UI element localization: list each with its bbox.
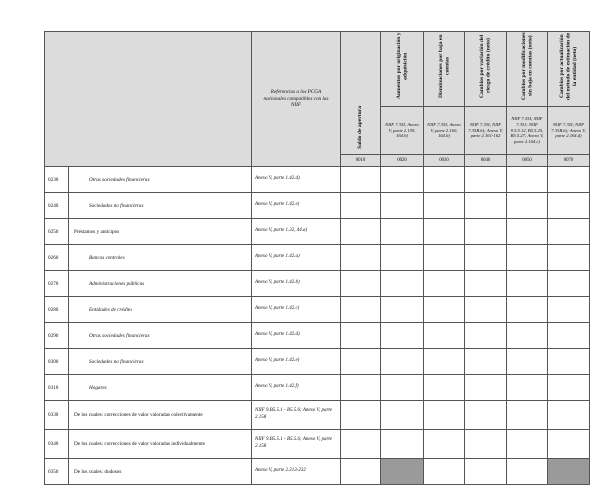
row-reference: NIIF 9.B5.5.1 - B5.5.6; Anexo V, parte 2.158 bbox=[252, 430, 341, 459]
value-cell[interactable] bbox=[381, 349, 424, 375]
value-cell[interactable] bbox=[341, 297, 381, 323]
col-header-0070 bbox=[548, 32, 590, 107]
col-title-0070: Cambios por actualización del método de estimación de la entidad (neto) bbox=[558, 32, 578, 100]
value-cell[interactable] bbox=[341, 219, 381, 245]
value-cell[interactable] bbox=[507, 401, 548, 430]
col-title-0010: Saldo de apertura bbox=[357, 106, 364, 149]
row-label: Bancos centrales bbox=[69, 245, 252, 271]
value-cell[interactable] bbox=[465, 271, 507, 297]
value-cell[interactable] bbox=[381, 401, 424, 430]
value-cell[interactable] bbox=[465, 349, 507, 375]
value-cell[interactable] bbox=[507, 375, 548, 401]
value-cell[interactable] bbox=[424, 297, 465, 323]
col-code-0070: 0070 bbox=[548, 155, 590, 167]
value-cell[interactable] bbox=[465, 430, 507, 459]
value-cell[interactable] bbox=[507, 349, 548, 375]
row-reference: Anexo V, parte 1.42.b) bbox=[252, 271, 341, 297]
value-cell[interactable] bbox=[507, 323, 548, 349]
value-cell[interactable] bbox=[341, 271, 381, 297]
value-cell[interactable] bbox=[507, 167, 548, 193]
value-cell[interactable] bbox=[548, 375, 590, 401]
table-row bbox=[45, 323, 590, 349]
table-row bbox=[45, 375, 590, 401]
value-cell[interactable] bbox=[341, 167, 381, 193]
value-cell[interactable] bbox=[548, 193, 590, 219]
value-cell[interactable] bbox=[465, 245, 507, 271]
row-label: Otras sociedades financieras bbox=[69, 323, 252, 349]
value-cell[interactable] bbox=[424, 167, 465, 193]
value-cell[interactable] bbox=[341, 401, 381, 430]
row-label: Sociedades no financieras bbox=[69, 193, 252, 219]
col-title-0030: Disminuciones por baja en cuentas bbox=[437, 34, 450, 98]
refs-column-title: Referencias a los PCGA nacionales compatibles con las NIIF bbox=[263, 88, 329, 109]
row-code: 0340 bbox=[45, 430, 69, 459]
value-cell[interactable] bbox=[424, 245, 465, 271]
row-reference: Anexo V, parte 1.42.f) bbox=[252, 375, 341, 401]
value-cell[interactable] bbox=[381, 271, 424, 297]
table-header bbox=[45, 32, 590, 167]
value-cell[interactable] bbox=[341, 349, 381, 375]
col-code-0030: 0030 bbox=[424, 155, 465, 167]
row-label: Hogares bbox=[69, 375, 252, 401]
col-code-0020: 0020 bbox=[381, 155, 424, 167]
value-cell[interactable] bbox=[507, 219, 548, 245]
value-cell[interactable] bbox=[548, 167, 590, 193]
row-code: 0310 bbox=[45, 375, 69, 401]
row-code: 0240 bbox=[45, 193, 69, 219]
table-row bbox=[45, 167, 590, 193]
col-title-0050: Cambios por modificaciones sin baja en cuentas (neto) bbox=[520, 32, 533, 100]
value-cell[interactable] bbox=[548, 401, 590, 430]
table-row bbox=[45, 245, 590, 271]
value-cell[interactable] bbox=[507, 193, 548, 219]
value-cell[interactable] bbox=[341, 193, 381, 219]
value-cell[interactable] bbox=[465, 297, 507, 323]
table-body bbox=[45, 167, 590, 485]
value-cell[interactable] bbox=[381, 323, 424, 349]
row-code: 0260 bbox=[45, 245, 69, 271]
row-reference: Anexo V, parte 1.42.c) bbox=[252, 297, 341, 323]
value-cell[interactable] bbox=[465, 375, 507, 401]
row-label: Administraciones públicas bbox=[69, 271, 252, 297]
value-cell[interactable] bbox=[381, 193, 424, 219]
row-code: 0280 bbox=[45, 297, 69, 323]
value-cell[interactable] bbox=[424, 219, 465, 245]
row-label: Préstamos y anticipos bbox=[69, 219, 252, 245]
col-ref-0050: NIIF 7.35I; NIIF 7.35J; NIIF 9.5.5.12, B5.5.25, B5.5.27; Anexo V, parte 2.164.c) bbox=[507, 107, 548, 155]
table-row bbox=[45, 459, 590, 485]
row-label: Otras sociedades financieras bbox=[69, 167, 252, 193]
value-cell[interactable] bbox=[548, 271, 590, 297]
shaded-value-cell bbox=[381, 459, 424, 485]
table-row bbox=[45, 193, 590, 219]
col-title-0020: Aumentos por originación y adquisición bbox=[395, 32, 408, 100]
row-reference: Anexo V, parte 1.32, 44.a) bbox=[252, 219, 341, 245]
row-reference: NIIF 9.B5.5.1 - B5.5.6; Anexo V, parte 2.158 bbox=[252, 401, 341, 430]
value-cell[interactable] bbox=[424, 459, 465, 485]
value-cell[interactable] bbox=[507, 245, 548, 271]
value-cell[interactable] bbox=[424, 401, 465, 430]
value-cell[interactable] bbox=[381, 245, 424, 271]
row-code: 0300 bbox=[45, 349, 69, 375]
row-label: Entidades de crédito bbox=[69, 297, 252, 323]
report-table bbox=[44, 31, 590, 485]
col-code-0010: 0010 bbox=[341, 155, 381, 167]
col-ref-0030: NIIF 7.35I; Anexo V, parte 2.160, 164.b) bbox=[424, 107, 465, 155]
header-blank-cell bbox=[45, 32, 252, 167]
shaded-value-cell bbox=[548, 459, 590, 485]
row-reference: Anexo V, parte 1.42.d) bbox=[252, 323, 341, 349]
col-title-0040: Cambios por variación del riesgo de crédito (neto) bbox=[479, 34, 492, 98]
value-cell[interactable] bbox=[548, 245, 590, 271]
value-cell[interactable] bbox=[381, 167, 424, 193]
value-cell[interactable] bbox=[424, 430, 465, 459]
col-header-0040 bbox=[465, 32, 507, 107]
value-cell[interactable] bbox=[341, 245, 381, 271]
value-cell[interactable] bbox=[465, 401, 507, 430]
value-cell[interactable] bbox=[424, 271, 465, 297]
col-ref-0070: NIIF 7.35I; NIIF 7.35B.b); Anexo V, parte 2.164.d) bbox=[548, 107, 590, 155]
row-code: 0230 bbox=[45, 167, 69, 193]
value-cell[interactable] bbox=[341, 375, 381, 401]
value-cell[interactable] bbox=[465, 459, 507, 485]
value-cell[interactable] bbox=[507, 430, 548, 459]
value-cell[interactable] bbox=[465, 167, 507, 193]
refs-column-header bbox=[252, 32, 341, 167]
col-ref-0020: NIIF 7.35I; Anexo V, parte 2.159, 164.b) bbox=[381, 107, 424, 155]
col-header-0010 bbox=[341, 32, 381, 155]
value-cell[interactable] bbox=[424, 193, 465, 219]
value-cell[interactable] bbox=[341, 430, 381, 459]
col-ref-0040: NIIF 7.35I; NIIF 7.35B.b); Anexo V, parte 2.161-162 bbox=[465, 107, 507, 155]
row-reference: Anexo V, parte 2.213-232 bbox=[252, 459, 341, 485]
col-header-0020 bbox=[381, 32, 424, 107]
value-cell[interactable] bbox=[507, 271, 548, 297]
table-row bbox=[45, 430, 590, 459]
value-cell[interactable] bbox=[465, 323, 507, 349]
value-cell[interactable] bbox=[548, 430, 590, 459]
table-row bbox=[45, 297, 590, 323]
row-label: De los cuales: dudosos bbox=[69, 459, 252, 485]
row-code: 0330 bbox=[45, 401, 69, 430]
value-cell[interactable] bbox=[381, 219, 424, 245]
value-cell[interactable] bbox=[548, 219, 590, 245]
col-header-0030 bbox=[424, 32, 465, 107]
row-reference: Anexo V, parte 1.42.e) bbox=[252, 349, 341, 375]
table-row bbox=[45, 271, 590, 297]
value-cell[interactable] bbox=[548, 323, 590, 349]
row-code: 0290 bbox=[45, 323, 69, 349]
value-cell[interactable] bbox=[548, 349, 590, 375]
value-cell[interactable] bbox=[465, 219, 507, 245]
row-code: 0250 bbox=[45, 219, 69, 245]
row-code: 0270 bbox=[45, 271, 69, 297]
value-cell[interactable] bbox=[424, 349, 465, 375]
table-row bbox=[45, 219, 590, 245]
value-cell[interactable] bbox=[381, 375, 424, 401]
row-reference: Anexo V, parte 1.42.e) bbox=[252, 193, 341, 219]
row-code: 0350 bbox=[45, 459, 69, 485]
table-row bbox=[45, 401, 590, 430]
value-cell[interactable] bbox=[424, 323, 465, 349]
value-cell[interactable] bbox=[507, 459, 548, 485]
value-cell[interactable] bbox=[381, 430, 424, 459]
table-row bbox=[45, 349, 590, 375]
col-code-0050: 0050 bbox=[507, 155, 548, 167]
value-cell[interactable] bbox=[381, 297, 424, 323]
value-cell[interactable] bbox=[507, 297, 548, 323]
row-label: De los cuales: correcciones de valor valoradas individualmente bbox=[69, 430, 252, 459]
row-label: De los cuales: correcciones de valor valoradas colectivamente bbox=[69, 401, 252, 430]
row-label: Sociedades no financieras bbox=[69, 349, 252, 375]
value-cell[interactable] bbox=[424, 375, 465, 401]
report-table-frame bbox=[44, 31, 589, 485]
value-cell[interactable] bbox=[465, 193, 507, 219]
row-reference: Anexo V, parte 1.42.d) bbox=[252, 167, 341, 193]
value-cell[interactable] bbox=[548, 297, 590, 323]
row-reference: Anexo V, parte 1.42.a) bbox=[252, 245, 341, 271]
value-cell[interactable] bbox=[341, 459, 381, 485]
col-code-0040: 0040 bbox=[465, 155, 507, 167]
value-cell[interactable] bbox=[341, 323, 381, 349]
col-header-0050 bbox=[507, 32, 548, 107]
